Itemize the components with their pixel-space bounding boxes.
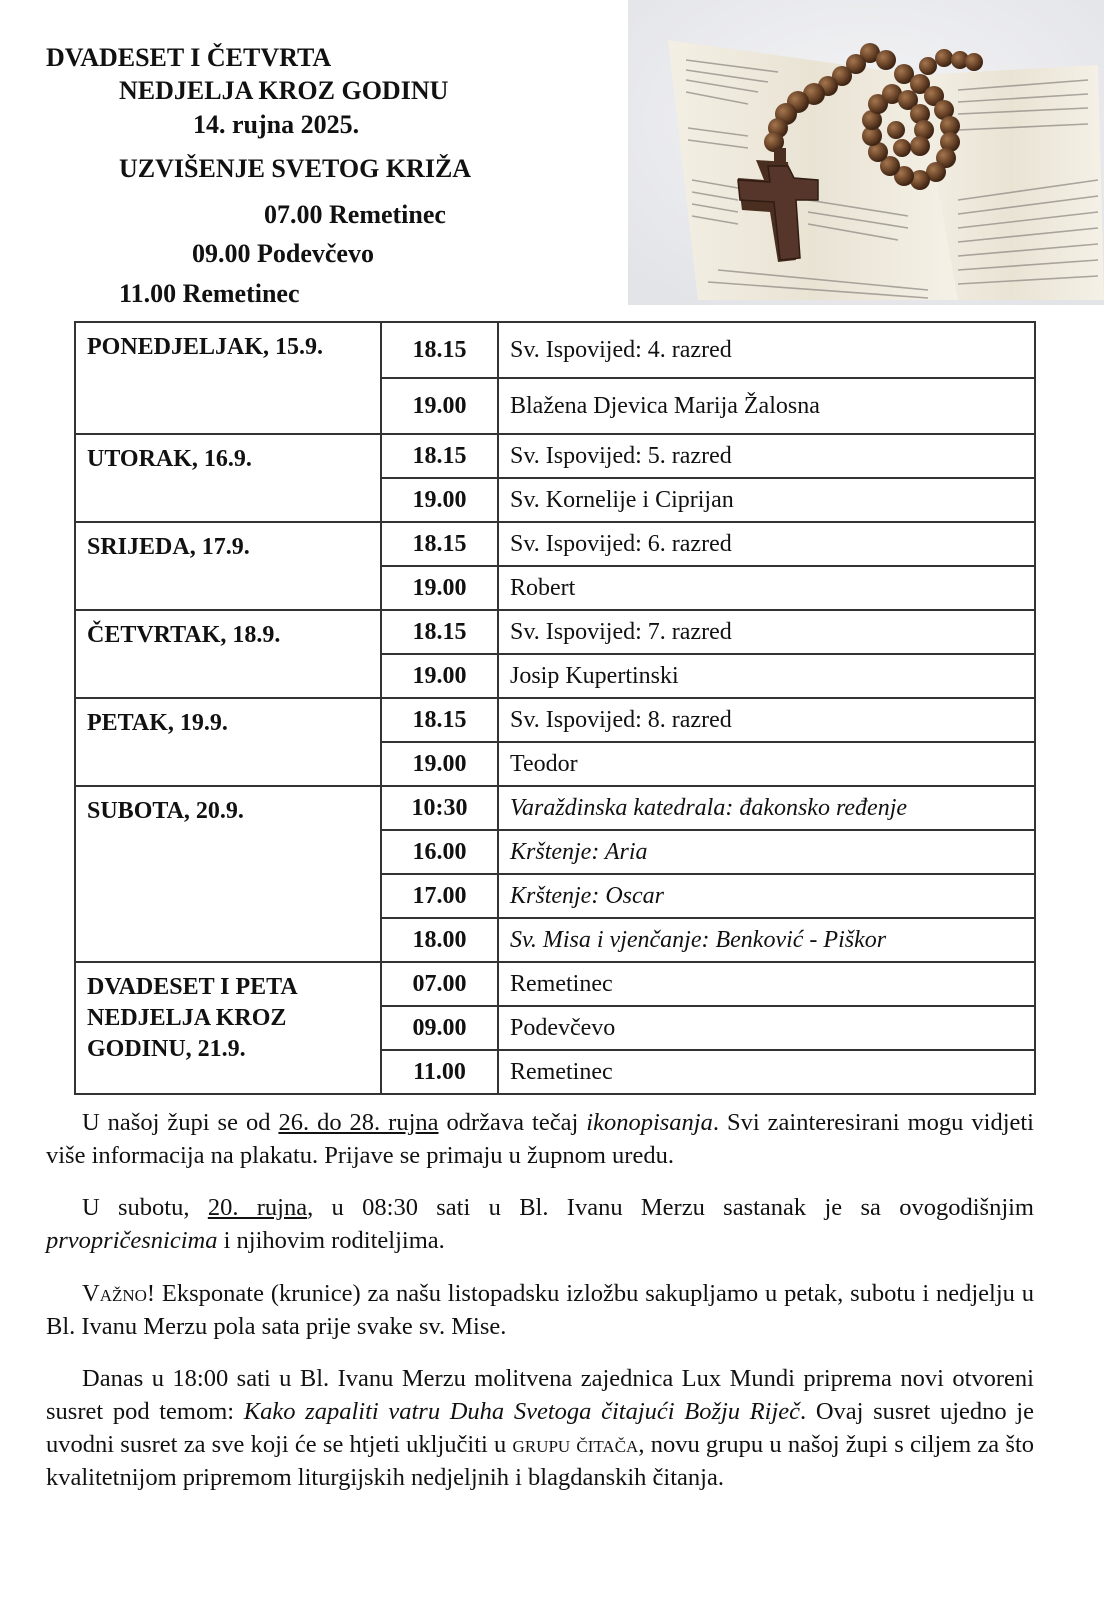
header-date: 14. rujna 2025. xyxy=(193,110,360,139)
time-cell: 17.00 xyxy=(381,874,498,918)
header-line-1: DVADESET I ČETVRTA xyxy=(46,43,332,72)
time-cell: 18.15 xyxy=(381,698,498,742)
announcement-icon-painting xyxy=(46,1106,1034,1172)
time-cell: 19.00 xyxy=(381,566,498,610)
event-cell: Remetinec xyxy=(498,962,1035,1006)
event-cell: Sv. Kornelije i Ciprijan xyxy=(498,478,1035,522)
event-cell: Sv. Ispovijed: 4. razred xyxy=(498,322,1035,378)
day-cell: UTORAK, 16.9. xyxy=(75,434,381,522)
event-cell: Robert xyxy=(498,566,1035,610)
event-cell: Sv. Misa i vjenčanje: Benković - Piškor xyxy=(498,918,1035,962)
text: , u 08:30 sati u Bl. Ivanu Merzu sastanak je sa ovogodišnjim xyxy=(307,1194,1034,1221)
mass-place: Remetinec xyxy=(329,200,446,229)
time-cell: 19.00 xyxy=(381,478,498,522)
time-cell: 16.00 xyxy=(381,830,498,874)
mass-place: Podevčevo xyxy=(257,239,374,268)
header-line-2: NEDJELJA KROZ GODINU xyxy=(119,76,449,105)
text: i njihovim roditeljima. xyxy=(217,1227,445,1254)
header-feast: UZVIŠENJE SVETOG KRIŽA xyxy=(119,154,472,183)
text: Danas u 18:00 sati u Bl. Ivanu Merzu molitvena zajednica Lux Mundi priprema novi otvoreni susret pod temom: xyxy=(46,1365,1034,1425)
table-row xyxy=(75,698,1035,742)
time-cell: 09.00 xyxy=(381,1006,498,1050)
important-label: Važno xyxy=(82,1280,147,1307)
time-cell: 18.15 xyxy=(381,610,498,654)
mass-time: 09.00 xyxy=(192,239,251,268)
table-row xyxy=(75,522,1035,566)
event-cell: Teodor xyxy=(498,742,1035,786)
event-cell: Sv. Ispovijed: 6. razred xyxy=(498,522,1035,566)
mass-time: 11.00 xyxy=(119,279,177,308)
time-cell: 19.00 xyxy=(381,378,498,434)
event-cell: Krštenje: Aria xyxy=(498,830,1035,874)
text: . Ovaj susret ujedno je uvodni susret za sve koji će se htjeti uključiti u xyxy=(46,1398,1034,1458)
time-cell: 18.15 xyxy=(381,434,498,478)
time-cell: 19.00 xyxy=(381,742,498,786)
day-cell: SRIJEDA, 17.9. xyxy=(75,522,381,610)
announcement-lux-mundi xyxy=(46,1362,1034,1494)
mass-time: 07.00 xyxy=(264,200,323,229)
rosary-bible-image xyxy=(628,0,1104,305)
event-cell: Blažena Djevica Marija Žalosna xyxy=(498,378,1035,434)
day-cell xyxy=(75,962,381,1094)
event-cell: Sv. Ispovijed: 7. razred xyxy=(498,610,1035,654)
table-row xyxy=(75,434,1035,478)
group-name: grupu čitača xyxy=(512,1431,639,1458)
time-cell: 18.15 xyxy=(381,522,498,566)
event-cell: Varaždinska katedrala: đakonsko ređenje xyxy=(498,786,1035,830)
time-cell: 18.15 xyxy=(381,322,498,378)
weekly-schedule-table xyxy=(74,321,1036,1095)
day-line: NEDJELJA KROZ xyxy=(87,1005,287,1031)
announcement-exhibition xyxy=(46,1277,1034,1343)
header-mass-3 xyxy=(119,281,300,307)
time-cell: 19.00 xyxy=(381,654,498,698)
announcement-first-communion xyxy=(46,1191,1034,1257)
text: , novu grupu u našoj župi s ciljem za što kvalitetnijom pripremom liturgijskih nedjeljnih i blagdanskih čitanja. xyxy=(46,1431,1035,1491)
event-cell: Sv. Ispovijed: 8. razred xyxy=(498,698,1035,742)
time-cell: 07.00 xyxy=(381,962,498,1006)
text: U našoj župi se od xyxy=(82,1109,279,1136)
event-cell: Remetinec xyxy=(498,1050,1035,1094)
day-cell: ČETVRTAK, 18.9. xyxy=(75,610,381,698)
day-line: GODINU, 21.9. xyxy=(87,1036,246,1062)
table-row xyxy=(75,610,1035,654)
text: . Svi zainteresirani mogu vidjeti više informacija na plakatu. Prijave se primaju u župnom uredu. xyxy=(46,1109,1034,1169)
time-cell: 10:30 xyxy=(381,786,498,830)
day-cell: PETAK, 19.9. xyxy=(75,698,381,786)
event-cell: Krštenje: Oscar xyxy=(498,874,1035,918)
text: održava tečaj xyxy=(438,1109,587,1136)
italic-term: ikonopisanja xyxy=(586,1109,713,1136)
day-cell: PONEDJELJAK, 15.9. xyxy=(75,322,381,434)
day-line: DVADESET I PETA xyxy=(87,974,298,1000)
underlined-date: 20. rujna xyxy=(207,1194,308,1221)
event-cell: Podevčevo xyxy=(498,1006,1035,1050)
event-cell: Sv. Ispovijed: 5. razred xyxy=(498,434,1035,478)
italic-theme: Kako zapaliti vatru Duha Svetoga čitajući Božju Riječ xyxy=(243,1398,801,1425)
text: U subotu, xyxy=(82,1194,208,1221)
day-cell: SUBOTA, 20.9. xyxy=(75,786,381,962)
event-cell: Josip Kupertinski xyxy=(498,654,1035,698)
underlined-date: 26. do 28. rujna xyxy=(278,1109,439,1136)
time-cell: 11.00 xyxy=(381,1050,498,1094)
text: ! Eksponate (krunice) za našu listopadsku izložbu sakupljamo u petak, subotu i nedjelju u Bl. Ivanu Merzu pola sata prije svake sv. Mise. xyxy=(46,1280,1034,1340)
header-mass-2 xyxy=(192,241,374,267)
time-cell: 18.00 xyxy=(381,918,498,962)
table-row xyxy=(75,786,1035,830)
table-row xyxy=(75,322,1035,378)
table-row xyxy=(75,962,1035,1006)
mass-place: Remetinec xyxy=(182,279,300,308)
italic-term: prvopričesnicima xyxy=(46,1227,218,1254)
header-mass-1 xyxy=(264,202,446,228)
